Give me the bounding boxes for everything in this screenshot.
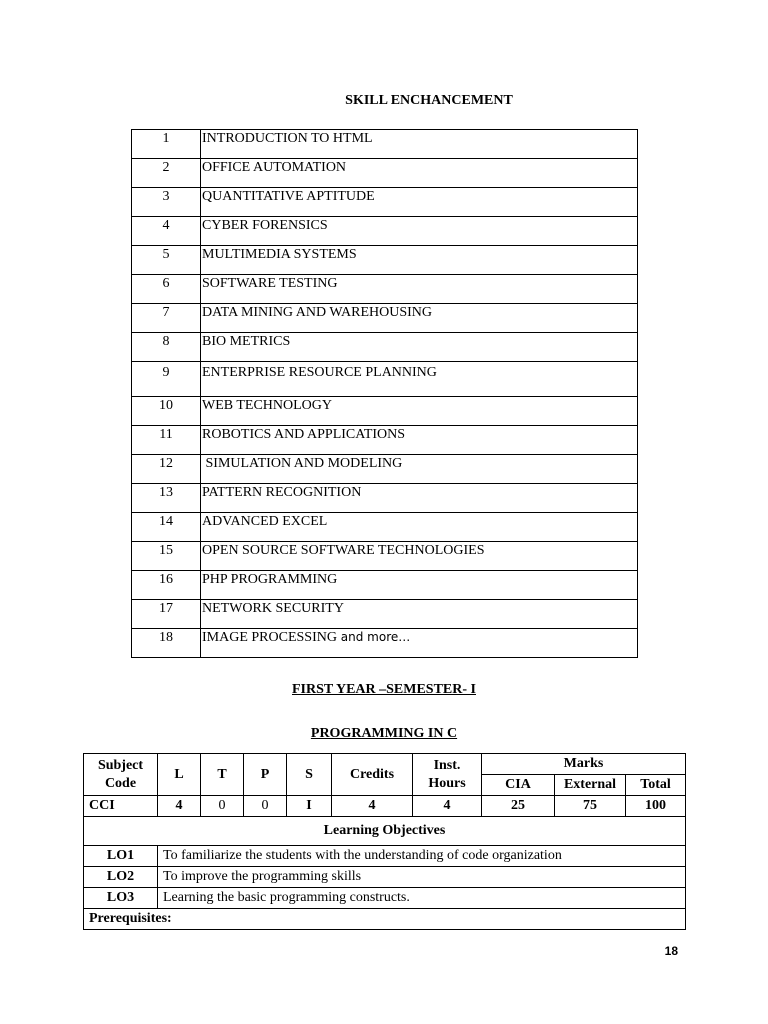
skill-row [132, 275, 638, 304]
header-marks: Marks [482, 754, 686, 775]
skill-name [201, 397, 638, 426]
skill-name [201, 542, 638, 571]
objective-text: To familiarize the students with the understanding of code organization [158, 846, 686, 867]
semester-heading: FIRST YEAR –SEMESTER- I [292, 682, 476, 697]
skill-number: 3 [132, 188, 201, 217]
skill-number: 1 [132, 130, 201, 159]
objective-row [84, 867, 686, 888]
value-code: CCI [84, 796, 158, 817]
skill-number: 12 [132, 455, 201, 484]
skill-row [132, 397, 638, 426]
skill-name-text: DATA MINING AND WAREHOUSING [202, 305, 433, 320]
skill-name [201, 159, 638, 188]
skill-name-text: SOFTWARE TESTING [202, 276, 338, 291]
skill-number: 15 [132, 542, 201, 571]
objective-id: LO2 [84, 867, 158, 888]
skill-name [201, 246, 638, 275]
learning-objectives-label: Learning Objectives [84, 817, 686, 846]
prerequisites-row [84, 909, 686, 930]
skill-name [201, 455, 638, 484]
skill-number: 13 [132, 484, 201, 513]
header-inst-hours: Inst. Hours [413, 754, 482, 796]
value-s: I [287, 796, 332, 817]
header-s: S [287, 754, 332, 796]
skill-name [201, 571, 638, 600]
skill-name [201, 600, 638, 629]
skill-enhancement-table [131, 129, 638, 658]
skill-row [132, 217, 638, 246]
skill-number: 8 [132, 333, 201, 362]
skill-row [132, 571, 638, 600]
skill-number: 6 [132, 275, 201, 304]
skill-name-text: IMAGE PROCESSING [202, 630, 337, 645]
skill-row [132, 426, 638, 455]
skill-name-text: ENTERPRISE RESOURCE PLANNING [202, 365, 437, 380]
skill-name-text: NETWORK SECURITY [202, 601, 344, 616]
objective-row [84, 888, 686, 909]
skill-name-text: INTRODUCTION TO HTML [202, 131, 373, 146]
skill-name-text: ADVANCED EXCEL [202, 514, 328, 529]
skill-name [201, 188, 638, 217]
objective-row [84, 846, 686, 867]
skill-name [201, 513, 638, 542]
header-row-1 [84, 754, 686, 775]
skill-name [201, 333, 638, 362]
skill-number: 14 [132, 513, 201, 542]
value-t: 0 [201, 796, 244, 817]
skill-row [132, 542, 638, 571]
course-title: PROGRAMMING IN C [310, 726, 458, 741]
skill-row [132, 130, 638, 159]
course-details-table [83, 753, 686, 930]
skill-number: 5 [132, 246, 201, 275]
value-credits: 4 [332, 796, 413, 817]
skill-number: 16 [132, 571, 201, 600]
skill-row [132, 188, 638, 217]
skill-name-text: OPEN SOURCE SOFTWARE TECHNOLOGIES [202, 543, 485, 558]
skill-row [132, 159, 638, 188]
skill-row [132, 246, 638, 275]
skill-name [201, 629, 638, 658]
header-p: P [244, 754, 287, 796]
header-cia: CIA [482, 775, 555, 796]
skill-row [132, 600, 638, 629]
skill-row [132, 455, 638, 484]
objective-id: LO3 [84, 888, 158, 909]
skill-number: 17 [132, 600, 201, 629]
skill-name [201, 217, 638, 246]
objective-text: Learning the basic programming constructs. [158, 888, 686, 909]
skill-name-text: PATTERN RECOGNITION [202, 485, 362, 500]
skill-number: 4 [132, 217, 201, 246]
objective-id: LO1 [84, 846, 158, 867]
skill-name [201, 484, 638, 513]
header-external: External [555, 775, 626, 796]
skill-name [201, 362, 638, 397]
header-t: T [201, 754, 244, 796]
skill-name-text: QUANTITATIVE APTITUDE [202, 189, 375, 204]
prerequisites-label: Prerequisites: [84, 909, 686, 930]
skill-name-suffix: and more… [336, 630, 411, 644]
header-credits: Credits [332, 754, 413, 796]
skill-number: 9 [132, 362, 201, 397]
page-number: 18 [664, 944, 678, 958]
skill-name [201, 426, 638, 455]
skill-number: 2 [132, 159, 201, 188]
skill-number: 7 [132, 304, 201, 333]
skill-name [201, 304, 638, 333]
value-l: 4 [158, 796, 201, 817]
skill-name-text: BIO METRICS [202, 334, 291, 349]
skill-name-text: MULTIMEDIA SYSTEMS [202, 247, 357, 262]
skill-name-text: CYBER FORENSICS [202, 218, 328, 233]
header-l: L [158, 754, 201, 796]
value-external: 75 [555, 796, 626, 817]
skill-row [132, 629, 638, 658]
values-row [84, 796, 686, 817]
skill-number: 11 [132, 426, 201, 455]
skill-name [201, 275, 638, 304]
value-inst-hours: 4 [413, 796, 482, 817]
skill-name-text: ROBOTICS AND APPLICATIONS [202, 427, 406, 442]
value-total: 100 [626, 796, 686, 817]
header-total: Total [626, 775, 686, 796]
skill-enhancement-title: SKILL ENCHANCEMENT [345, 93, 513, 108]
header-subject-code: Subject Code [84, 754, 158, 796]
skill-row [132, 333, 638, 362]
skill-name-text: PHP PROGRAMMING [202, 572, 338, 587]
skill-row [132, 304, 638, 333]
value-p: 0 [244, 796, 287, 817]
learning-objectives-row [84, 817, 686, 846]
skill-row [132, 362, 638, 397]
skill-name [201, 130, 638, 159]
skill-name-text: SIMULATION AND MODELING [202, 456, 403, 471]
skill-name-text: OFFICE AUTOMATION [202, 160, 347, 175]
skill-row [132, 513, 638, 542]
value-cia: 25 [482, 796, 555, 817]
skill-name-text: WEB TECHNOLOGY [202, 398, 333, 413]
skill-number: 18 [132, 629, 201, 658]
skill-number: 10 [132, 397, 201, 426]
skill-row [132, 484, 638, 513]
objective-text: To improve the programming skills [158, 867, 686, 888]
